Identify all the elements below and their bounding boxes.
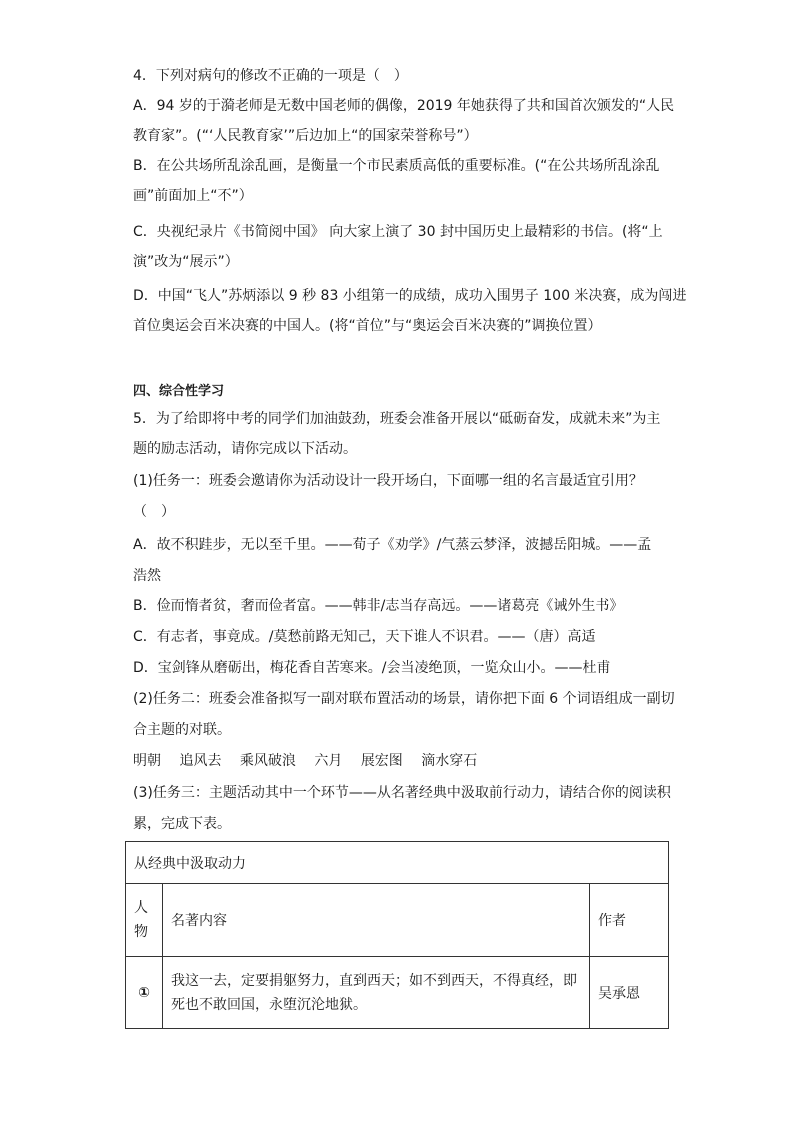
word-item: 追风去 [179,753,222,769]
q5-task1-line1: (1)任务一：班委会邀请你为活动设计一段开场白，下面哪一组的名言最适宜引用？ [133,473,643,489]
q5-intro-line2: 题的励志活动，请你完成以下活动。 [133,441,357,457]
q5-task3-line2: 累，完成下表。 [133,816,231,832]
q4-option-b-line2: 画”前面加上“不”） [133,188,253,204]
q4-option-d-line1: D．中国“飞人”苏炳添以 9 秒 83 小组第一的成绩，成功入围男子 100 米决赛，成为闯进 [133,288,687,304]
q4-title: 4．下列对病句的修改不正确的一项是（ ） [133,68,408,84]
q5-option-a-line2: 浩然 [133,568,161,584]
table-row [126,957,669,1029]
q5-option-d: D．宝剑锋从磨砺出，梅花香自苦寒来。/会当凌绝顶，一览众山小。——杜甫 [133,660,611,676]
row-content [163,957,590,1029]
q5-task2-line1: (2)任务二：班委会准备拟写一副对联布置活动的场景，请你把下面 6 个词语组成一副切 [133,691,675,707]
q4-option-a-line2: 教育家”。(“‘人民教育家’”后边加上“的国家荣誉称号”） [133,128,478,144]
section-heading: 四、综合性学习 [133,384,225,399]
header-author: 作者 [590,884,669,957]
word-item: 明朝 [133,753,161,769]
q5-option-b: B．俭而惰者贫，奢而俭者富。——韩非/志当存高远。——诸葛亮《诫外生书》 [133,598,624,614]
row-content-line2: 死也不敢回国，永堕沉沦地狱。 [171,996,367,1013]
word-item: 展宏图 [360,753,403,769]
row-content-line1: 我这一去，定要捐躯努力，直到西天；如不到西天，不得真经，即 [171,972,577,989]
header-person-char2: 物 [134,924,148,940]
q4-option-a-line1: A．94 岁的于漪老师是无数中国老师的偶像，2019 年她获得了共和国首次颁发的“人民 [133,98,675,114]
couplet-word-list [133,752,673,770]
header-person-char1: 人 [134,900,148,916]
q5-task3-line1: (3)任务三：主题活动其中一个环节——从名著经典中汲取前行动力，请结合你的阅读积 [133,785,671,801]
q5-option-c: C．有志者，事竟成。/莫愁前路无知己，天下谁人不识君。——（唐）高适 [133,629,596,645]
header-person [126,884,163,957]
classics-table [125,841,669,1029]
q4-option-d-line2: 首位奥运会百米决赛的中国人。(将“首位”与“奥运会百米决赛的”调换位置） [133,318,602,334]
q5-option-a-line1: A．故不积跬步，无以至千里。——荀子《劝学》/气蒸云梦泽，波撼岳阳城。——孟 [133,537,652,553]
q5-intro-line1: 5．为了给即将中考的同学们加油鼓劲，班委会准备开展以“砥砺奋发，成就未来”为主 [133,411,661,427]
word-item: 六月 [314,753,343,769]
word-item: 滴水穿石 [421,753,478,769]
word-item: 乘风破浪 [239,753,296,769]
q4-option-c-line2: 演”改为“展示”） [133,254,239,270]
q5-task2-line2: 合主题的对联。 [133,722,231,738]
table-header-row [126,884,669,957]
q5-task1-line2: （ ） [133,504,175,520]
q4-option-b-line1: B．在公共场所乱涂乱画，是衡量一个市民素质高低的重要标准。(“在公共场所乱涂乱 [133,158,660,174]
table-title: 从经典中汲取动力 [126,842,669,884]
q4-option-c-line1: C．央视纪录片《书简阅中国》 向大家上演了 30 封中国历史上最精彩的书信。(将“上 [133,224,663,240]
row-marker: ① [126,957,163,1029]
header-content: 名著内容 [163,884,590,957]
row-author: 吴承恩 [590,957,669,1029]
table-title-row [126,842,669,884]
